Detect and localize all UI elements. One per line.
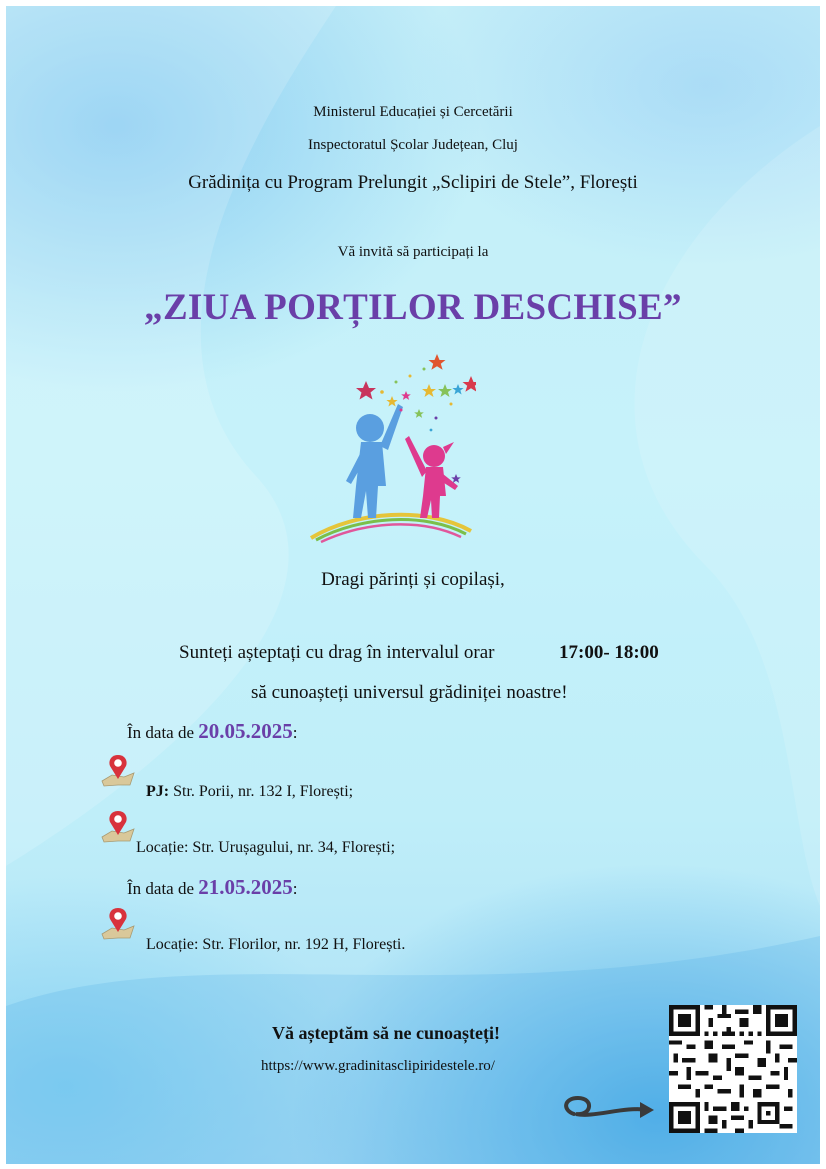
arrow-icon <box>554 1088 664 1128</box>
greeting: Dragi părinți și copilași, <box>321 569 505 590</box>
ministry-name: Ministerul Educației și Cercetării <box>313 104 513 120</box>
day1-line <box>127 719 298 744</box>
location-address: Str. Porii, nr. 132 I, Florești; <box>173 783 354 800</box>
event-title: „ZIUA PORȚILOR DESCHISE” <box>144 287 682 328</box>
invite-line: Vă invită să participați la <box>337 244 489 260</box>
schedule-line2: să cunoașteți universul grădiniței noastre! <box>251 682 568 703</box>
closing-line: Vă așteptăm să ne cunoașteți! <box>272 1023 500 1043</box>
schedule-hours: 17:00- 18:00 <box>559 642 659 663</box>
location-pin-icon <box>100 809 136 843</box>
location-label: PJ: <box>146 783 170 800</box>
website-link[interactable]: https://www.gradinitasclipiridestele.ro/ <box>261 1058 495 1074</box>
invitation-page <box>6 6 820 1164</box>
location-pin-icon <box>100 906 136 940</box>
kindergarten-name: Grădinița cu Program Prelungit „Sclipiri de Stele”, Florești <box>188 172 638 193</box>
children-stars-illustration <box>306 346 476 546</box>
schedule-intro: Sunteți așteptați cu drag în intervalul orar <box>179 642 495 663</box>
day2-suffix: : <box>292 879 298 898</box>
day1-prefix: În data de <box>127 723 195 742</box>
day1-suffix: : <box>292 723 298 742</box>
day2-prefix: În data de <box>127 879 195 898</box>
day1-date: 20.05.2025 <box>198 719 293 743</box>
day1-location-2: Locație: Str. Urușagului, nr. 34, Florești; <box>136 839 396 856</box>
day1-location-1 <box>146 783 353 801</box>
day2-line <box>127 875 298 900</box>
day2-location-1: Locație: Str. Florilor, nr. 192 H, Florești. <box>146 936 406 953</box>
location-pin-icon <box>100 753 136 787</box>
inspectorate-name: Inspectoratul Școlar Județean, Cluj <box>308 137 518 153</box>
qr-code[interactable] <box>669 1005 797 1133</box>
day2-date: 21.05.2025 <box>198 875 293 899</box>
